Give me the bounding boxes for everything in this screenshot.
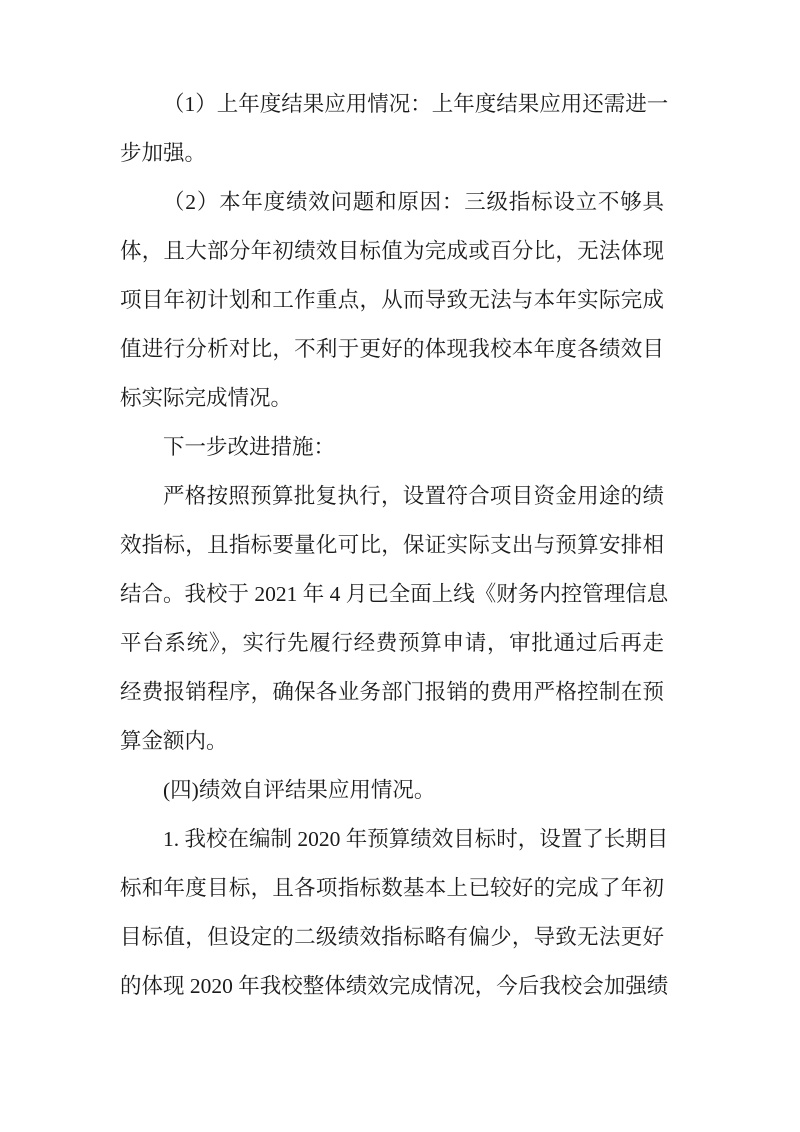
text-line: 算金额内。 bbox=[120, 729, 228, 753]
text-line: 步加强。 bbox=[120, 141, 207, 165]
text-line: (四)绩效自评结果应用情况。 bbox=[163, 778, 436, 802]
text-line: 严格按照预算批复执行，设置符合项目资金用途的绩 bbox=[163, 484, 664, 508]
text-line: （2）本年度绩效问题和原因：三级指标设立不够具 bbox=[163, 190, 664, 214]
text-line: 标实际完成情况。 bbox=[120, 386, 293, 410]
text-line: 平台系统》，实行先履行经费预算申请，审批通过后再走 bbox=[120, 631, 664, 655]
text-line: （1）上年度结果应用情况：上年度结果应用还需进一 bbox=[163, 92, 669, 116]
text-line: 的体现 2020 年我校整体绩效完成情况，今后我校会加强绩 bbox=[120, 974, 669, 998]
text-line: 项目年初计划和工作重点，从而导致无法与本年实际完成 bbox=[120, 288, 664, 312]
text-line: 1. 我校在编制 2020 年预算绩效目标时，设置了长期目 bbox=[163, 827, 669, 851]
text-line: 结合。我校于 2021 年 4 月已全面上线《财务内控管理信息 bbox=[120, 582, 669, 606]
text-line: 经费报销程序，确保各业务部门报销的费用严格控制在预 bbox=[120, 680, 664, 704]
text-line: 标和年度目标，且各项指标数基本上已较好的完成了年初 bbox=[120, 876, 664, 900]
text-line: 下一步改进措施： bbox=[163, 435, 336, 459]
text-line: 体，且大部分年初绩效目标值为完成或百分比，无法体现 bbox=[120, 239, 664, 263]
text-line: 目标值，但设定的二级绩效指标略有偏少，导致无法更好 bbox=[120, 925, 664, 949]
text-line: 值进行分析对比，不利于更好的体现我校本年度各绩效目 bbox=[120, 337, 664, 361]
text-line: 效指标，且指标要量化可比，保证实际支出与预算安排相 bbox=[120, 533, 664, 557]
